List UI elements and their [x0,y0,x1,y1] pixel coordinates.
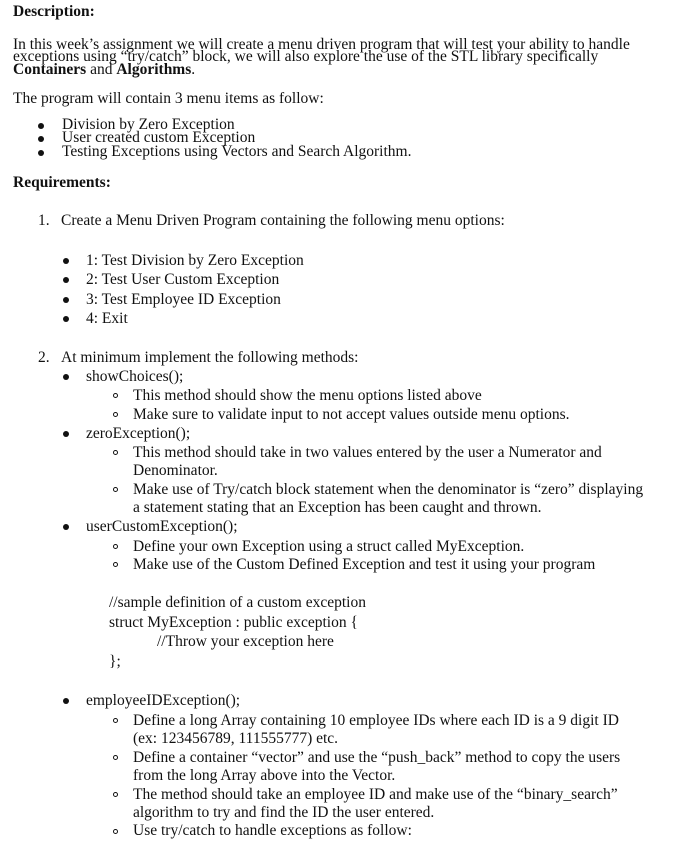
sub-bullet-icon [113,544,118,549]
method-note-cont: algorithm to try and find the ID the user entered. [133,804,435,821]
menu-option: 3: Test Employee ID Exception [86,291,281,308]
method-note-cont: a statement stating that an Exception has been caught and thrown. [133,499,542,516]
bullet-icon [63,297,69,303]
menu-option: 1: Test Division by Zero Exception [86,252,304,269]
menu-option: 2: Test User Custom Exception [86,271,280,288]
method-note-cont: (ex: 123456789, 111555777) etc. [133,730,339,747]
bullet-icon [38,150,44,156]
method-note: Define a container “vector” and use the “push_back” method to copy the users [133,749,621,766]
sub-bullet-icon [113,718,118,723]
menu-item: Division by Zero Exception [62,116,235,133]
period: . [191,61,196,78]
method-note: This method should show the menu options listed above [133,387,482,404]
method-note: This method should take in two values entered by the user a Numerator and [133,444,602,461]
sub-bullet-icon [113,393,118,398]
bullet-icon [63,431,69,437]
method-employee-id-exception: employeeIDException(); [86,692,241,709]
menu-intro: The program will contain 3 menu items as follow: [13,90,324,107]
method-user-custom-exception: userCustomException(); [86,518,238,535]
method-note: Make use of the Custom Defined Exception and test it using your program [133,556,596,573]
sub-bullet-icon [113,829,118,834]
requirements-heading: Requirements: [13,174,111,191]
req1-text: Create a Menu Driven Program containing the following menu options: [61,212,505,229]
method-show-choices: showChoices(); [86,368,184,385]
intro-line-3 [13,61,195,79]
method-note: Define your own Exception using a struct called MyException. [133,538,525,555]
and-word: and [86,61,117,78]
code-line: struct MyException : public exception { [109,614,358,631]
code-line: //Throw your exception here [157,633,334,650]
containers-term: Containers [13,61,87,78]
sub-bullet-icon [113,450,118,455]
sub-bullet-icon [113,755,118,760]
intro-line-1: In this week’s assignment we will create a menu driven program that will test your ability to handle [13,36,630,53]
req1-number: 1. [38,212,50,229]
bullet-icon [63,277,69,283]
bullet-icon [63,524,69,530]
bullet-icon [63,374,69,380]
bullet-icon [63,316,69,322]
description-heading: Description: [13,3,95,20]
req2-text: At minimum implement the following methods: [61,349,359,366]
method-note-cont: Denominator. [133,462,218,479]
bullet-icon [63,258,69,264]
bullet-icon [38,136,44,142]
method-note: The method should take an employee ID and make use of the “binary_search” [133,786,618,803]
algorithms-term: Algorithms [116,61,192,78]
menu-option: 4: Exit [86,310,128,327]
sub-bullet-icon [113,562,118,567]
code-line: }; [109,653,121,670]
menu-item: User created custom Exception [62,129,256,146]
sub-bullet-icon [113,487,118,492]
method-note-cont: from the long Array above into the Vector. [133,767,396,784]
method-note: Make use of Try/catch block statement when the denominator is “zero” displaying [133,481,644,498]
bullet-icon [38,123,44,129]
bullet-icon [63,698,69,704]
method-note: Define a long Array containing 10 employee IDs where each ID is a 9 digit ID [133,712,619,729]
menu-item: Testing Exceptions using Vectors and Search Algorithm. [62,143,412,160]
method-zero-exception: zeroException(); [86,425,191,442]
method-note: Make sure to validate input to not accept values outside menu options. [133,406,570,423]
method-note: Use try/catch to handle exceptions as follow: [133,822,412,839]
code-line: //sample definition of a custom exception [109,594,366,611]
sub-bullet-icon [113,412,118,417]
sub-bullet-icon [113,792,118,797]
req2-number: 2. [38,349,50,366]
intro-line-2: exceptions using “try/catch” block, we will also explore the use of the STL library specifically [13,48,599,65]
